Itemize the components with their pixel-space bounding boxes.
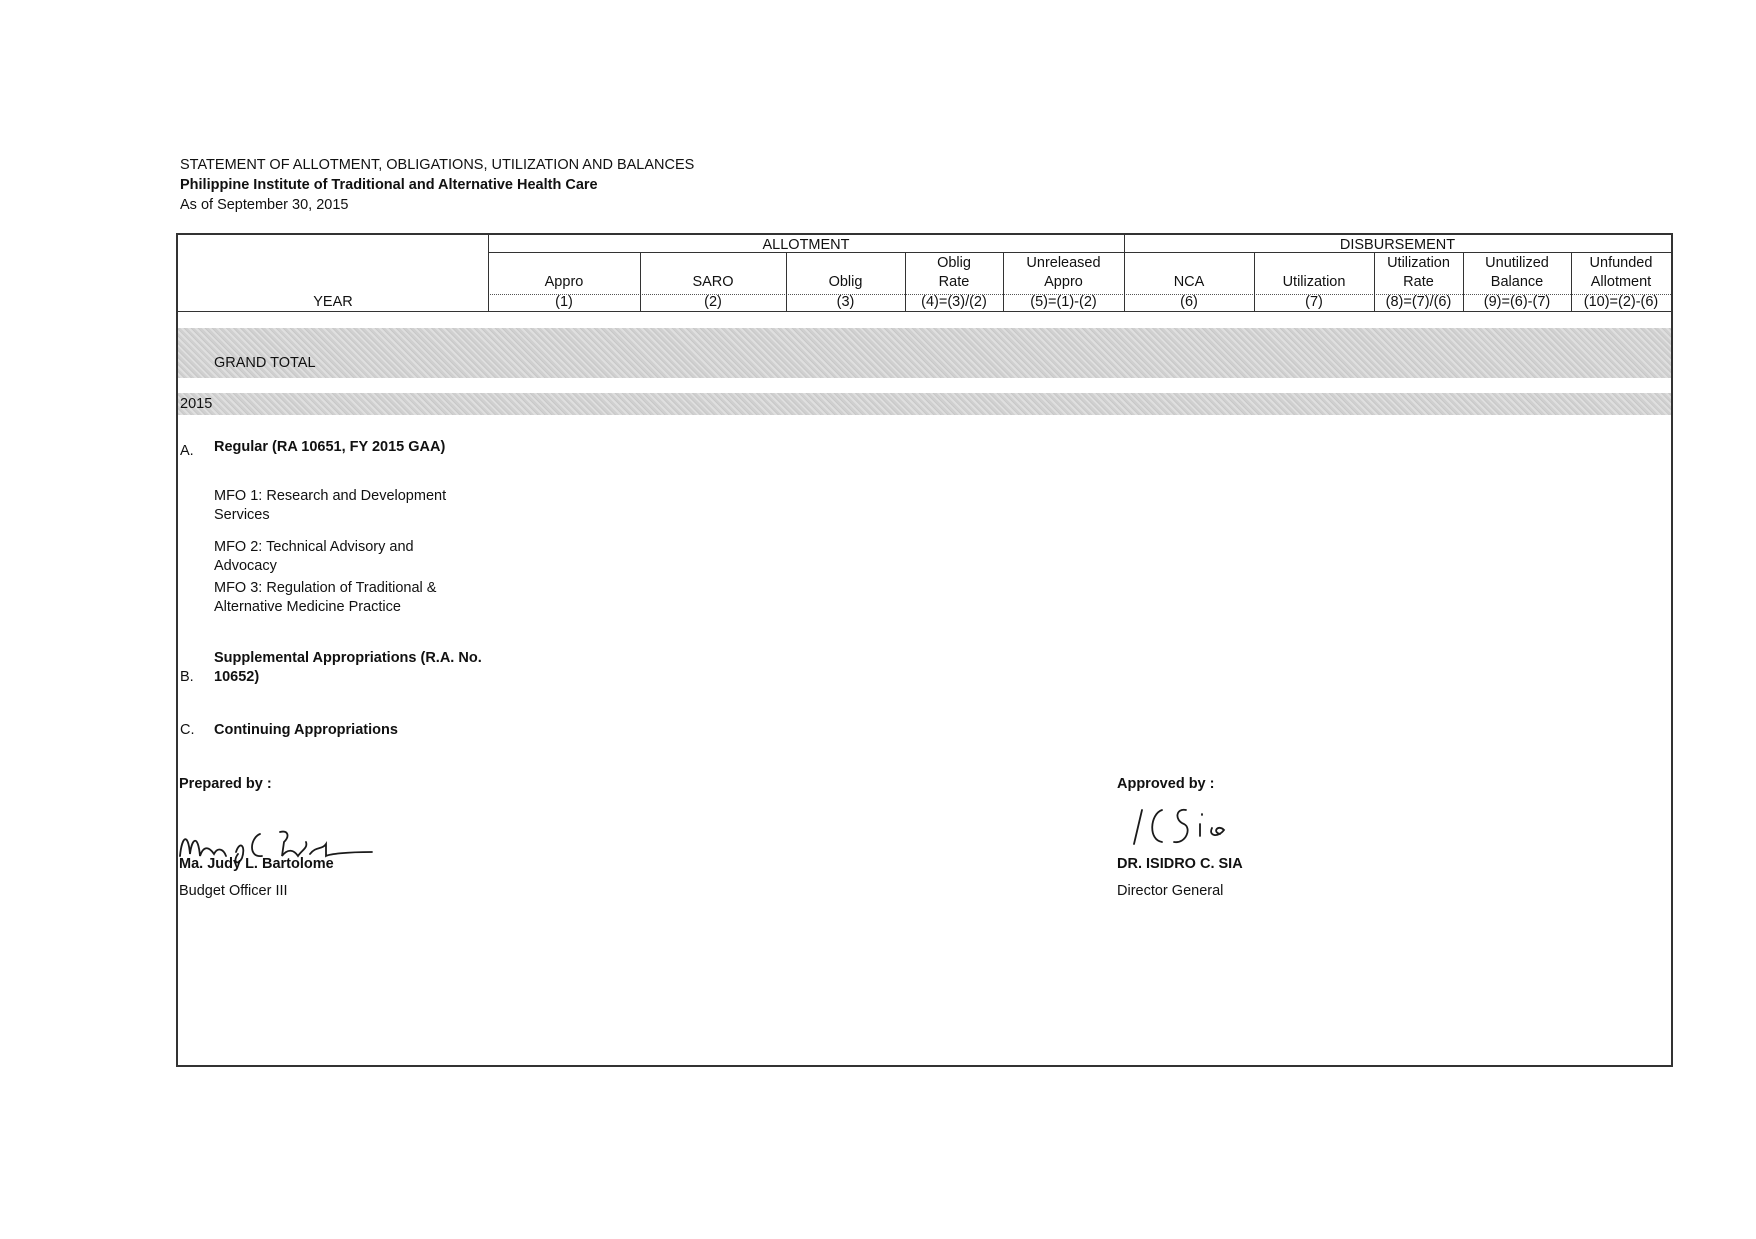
col5-l2: Appro <box>1044 274 1083 290</box>
col8-l1: Utilization <box>1387 255 1450 271</box>
header-bottom-line <box>178 311 1671 312</box>
year-row-shading <box>178 393 1671 415</box>
continuing-label: Continuing Appropriations <box>214 722 398 738</box>
col7-l3: (7) <box>1305 294 1323 310</box>
document-header <box>180 155 694 215</box>
col2-l3: (2) <box>704 294 722 310</box>
section-letter-c: C. <box>180 722 195 738</box>
mfo1-label: MFO 1: Research and Development Services <box>214 488 447 523</box>
col1-l2: Appro <box>544 274 584 290</box>
col9-l1: Unutilized <box>1485 255 1549 271</box>
document-title: STATEMENT OF ALLOTMENT, OBLIGATIONS, UTILIZATION AND BALANCES <box>180 157 695 173</box>
col5-l1: Unreleased <box>1026 255 1101 271</box>
col10-l1: Unfunded <box>1589 255 1653 271</box>
col6-l2: NCA <box>1173 274 1205 290</box>
organization-name: Philippine Institute of Traditional and Alternative Health Care <box>180 177 598 193</box>
col9-l3: (9)=(6)-(7) <box>1483 294 1551 310</box>
year-header: YEAR <box>313 294 353 310</box>
col4-l2: Rate <box>938 274 970 290</box>
col3-l3: (3) <box>836 294 855 310</box>
col8-l2: Rate <box>1403 274 1434 290</box>
col5-l3: (5)=(1)-(2) <box>1030 294 1097 310</box>
col1-l3: (1) <box>555 294 573 310</box>
year-label: 2015 <box>180 396 213 412</box>
col3-l2: Oblig <box>828 274 863 290</box>
allotment-header: ALLOTMENT <box>762 237 850 253</box>
col10-l2: Allotment <box>1590 274 1652 290</box>
mfo2-label: MFO 2: Technical Advisory and Advocacy <box>214 539 414 574</box>
grand-total-shading <box>178 328 1671 378</box>
section-letter-b: B. <box>180 669 194 685</box>
mfo3-label: MFO 3: Regulation of Traditional & Alternative Medicine Practice <box>214 580 437 615</box>
grand-total-label: GRAND TOTAL <box>214 355 316 371</box>
col9-l2: Balance <box>1490 274 1544 290</box>
col6-l3: (6) <box>1180 294 1198 310</box>
supplemental-label: Supplemental Appropriations (R.A. No. 10652) <box>214 650 482 685</box>
col7-l2: Utilization <box>1282 274 1346 290</box>
report-date: As of September 30, 2015 <box>180 197 349 213</box>
approved-position: Director General <box>1117 883 1224 899</box>
prepared-name: Ma. Judy L. Bartolome <box>179 856 334 872</box>
disbursement-header: DISBURSEMENT <box>1339 237 1456 253</box>
section-letter-a: A. <box>180 443 194 459</box>
regular-label: Regular (RA 10651, FY 2015 GAA) <box>214 439 446 455</box>
col2-l2: SARO <box>692 274 734 290</box>
approved-signature <box>1128 800 1248 850</box>
col4-l3: (4)=(3)/(2) <box>921 294 987 310</box>
col8-l3: (8)=(7)/(6) <box>1385 294 1452 310</box>
prepared-by-label: Prepared by : <box>179 776 272 792</box>
prepared-position: Budget Officer III <box>179 883 288 899</box>
col4-l1: Oblig <box>937 255 971 271</box>
approved-name: DR. ISIDRO C. SIA <box>1117 856 1243 872</box>
col10-l3: (10)=(2)-(6) <box>1583 294 1659 310</box>
approved-by-label: Approved by : <box>1117 776 1215 792</box>
